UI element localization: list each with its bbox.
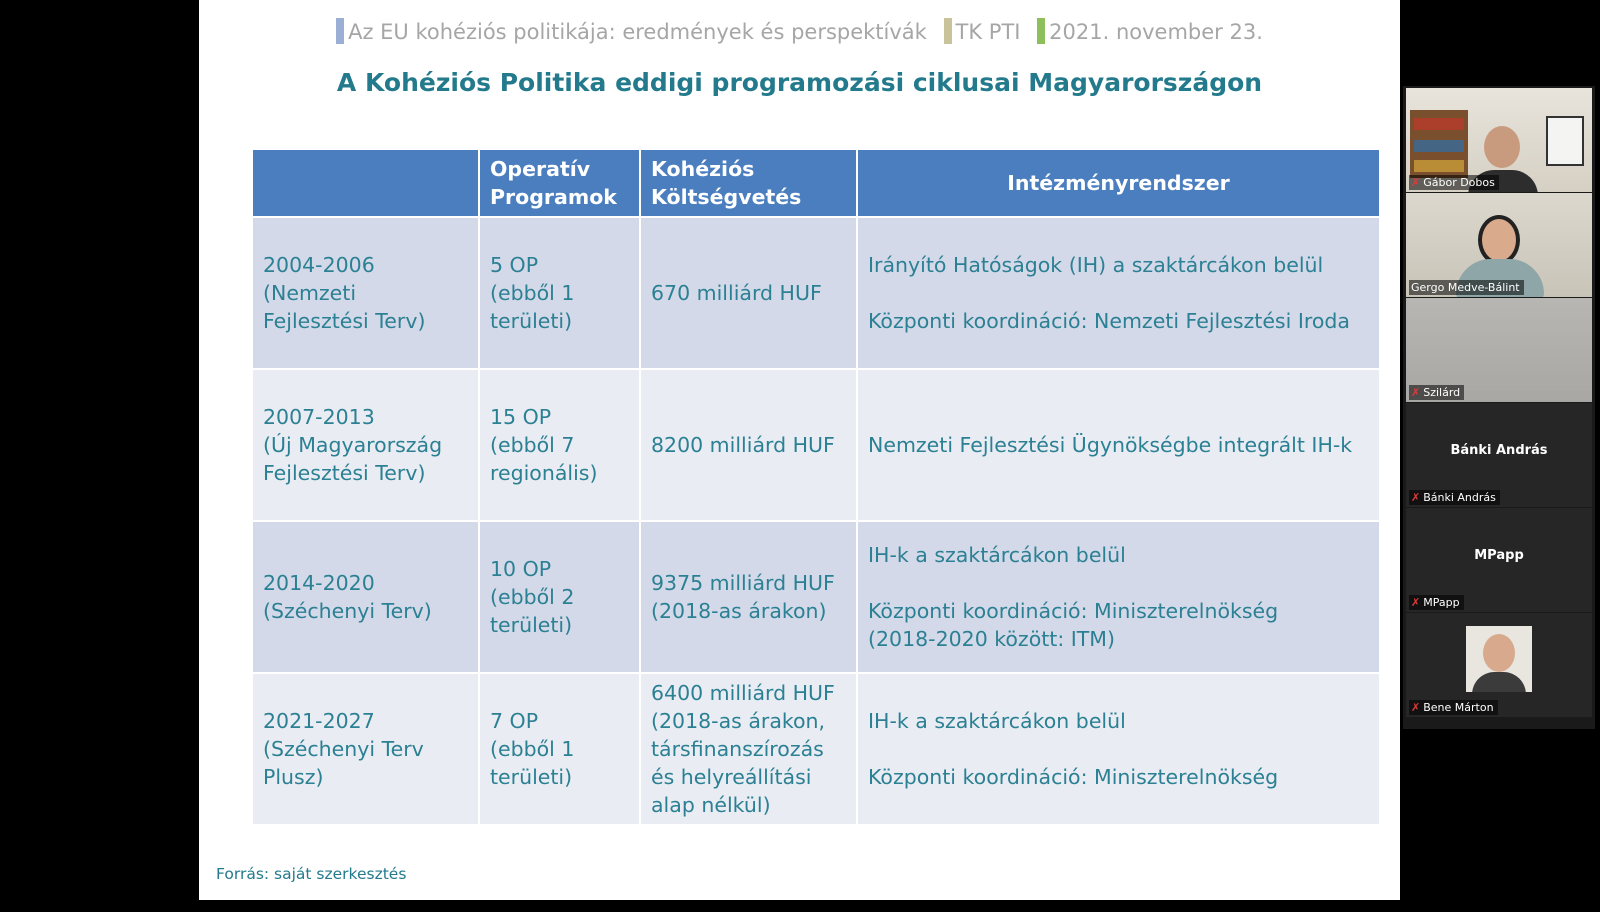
participant-gallery xyxy=(1403,86,1595,729)
person-head xyxy=(1483,634,1515,672)
cell-institution: IH-k a szaktárcákon belül Központi koordináció: Miniszterelnökség xyxy=(857,673,1380,825)
muted-mic-icon: ✗ xyxy=(1411,491,1421,504)
header-cell-op: Operatív Programok xyxy=(479,149,640,217)
participant-display-name: Bánki András xyxy=(1450,443,1548,458)
cell-period: 2014-2020 (Széchenyi Terv) xyxy=(252,521,479,673)
table-row xyxy=(252,673,1380,825)
cell-period: 2007-2013 (Új Magyarország Fejlesztési Terv) xyxy=(252,369,479,521)
cell-op: 7 OP (ebből 1 területi) xyxy=(479,673,640,825)
cell-institution: Nemzeti Fejlesztési Ügynökségbe integrált IH-k xyxy=(857,369,1380,521)
header-cell-budget: Kohéziós Költségvetés xyxy=(640,149,857,217)
headphones-person-head xyxy=(1478,215,1520,265)
header-cell-empty xyxy=(252,149,479,217)
header-cell-institution: Intézményrendszer xyxy=(857,149,1380,217)
muted-mic-icon: ✗ xyxy=(1411,176,1421,189)
participant-display-name: MPapp xyxy=(1474,548,1524,563)
cell-op: 15 OP (ebből 7 regionális) xyxy=(479,369,640,521)
cell-budget: 670 milliárd HUF xyxy=(640,217,857,369)
cell-budget: 9375 milliárd HUF (2018-as árakon) xyxy=(640,521,857,673)
participant-label: ✗ MPapp xyxy=(1409,595,1464,610)
table-row xyxy=(252,217,1380,369)
table-row xyxy=(252,521,1380,673)
cycles-table xyxy=(251,148,1381,826)
muted-mic-icon: ✗ xyxy=(1411,701,1421,714)
header-org: TK PTI xyxy=(955,20,1021,44)
header-bar-blue xyxy=(336,18,344,44)
bookshelf-image xyxy=(1410,110,1468,178)
cell-budget: 6400 milliárd HUF (2018-as árakon, társfinanszírozás és helyreállítási alap nélkül) xyxy=(640,673,857,825)
video-tile-banki-andras[interactable] xyxy=(1406,403,1592,507)
muted-mic-icon: ✗ xyxy=(1411,386,1421,399)
cell-op: 10 OP (ebből 2 területi) xyxy=(479,521,640,673)
cell-period: 2004-2006 (Nemzeti Fejlesztési Terv) xyxy=(252,217,479,369)
shared-slide xyxy=(199,0,1400,900)
slide-header xyxy=(199,18,1400,44)
video-tile-szilard[interactable] xyxy=(1406,298,1592,402)
source-note: Forrás: saját szerkesztés xyxy=(216,865,407,883)
video-tile-bene-marton[interactable] xyxy=(1406,613,1592,717)
slide-title: A Kohéziós Politika eddigi programozási ciklusai Magyarországon xyxy=(336,68,1263,97)
header-event: Az EU kohéziós politikája: eredmények és perspektívák xyxy=(348,20,927,44)
header-bar-tan xyxy=(944,18,952,44)
participant-label: ✗ Szilárd xyxy=(1409,385,1464,400)
table-row xyxy=(252,369,1380,521)
video-tile-mpapp[interactable] xyxy=(1406,508,1592,612)
participant-label: ✗ Bánki András xyxy=(1409,490,1500,505)
header-date: 2021. november 23. xyxy=(1049,20,1263,44)
cell-institution: IH-k a szaktárcákon belül Központi koordináció: Miniszterelnökség (2018-2020 között: ITM) xyxy=(857,521,1380,673)
header-bar-green xyxy=(1037,18,1045,44)
person-body xyxy=(1472,672,1526,692)
profile-photo xyxy=(1466,626,1532,692)
cell-op: 5 OP (ebből 1 területi) xyxy=(479,217,640,369)
cell-budget: 8200 milliárd HUF xyxy=(640,369,857,521)
muted-mic-icon: ✗ xyxy=(1411,596,1421,609)
participant-label: ✗ Bene Márton xyxy=(1409,700,1498,715)
video-tile-gergo-medve-balint[interactable] xyxy=(1406,193,1592,297)
wall-poster xyxy=(1546,116,1584,166)
cell-period: 2021-2027 (Széchenyi Terv Plusz) xyxy=(252,673,479,825)
participant-label: Gergo Medve-Bálint xyxy=(1409,280,1524,295)
person-head xyxy=(1484,126,1520,168)
participant-label: ✗ Gábor Dobos xyxy=(1409,175,1499,190)
cell-institution: Irányító Hatóságok (IH) a szaktárcákon belül Központi koordináció: Nemzeti Fejlesztési Iroda xyxy=(857,217,1380,369)
video-tile-gabor-dobos[interactable] xyxy=(1406,88,1592,192)
